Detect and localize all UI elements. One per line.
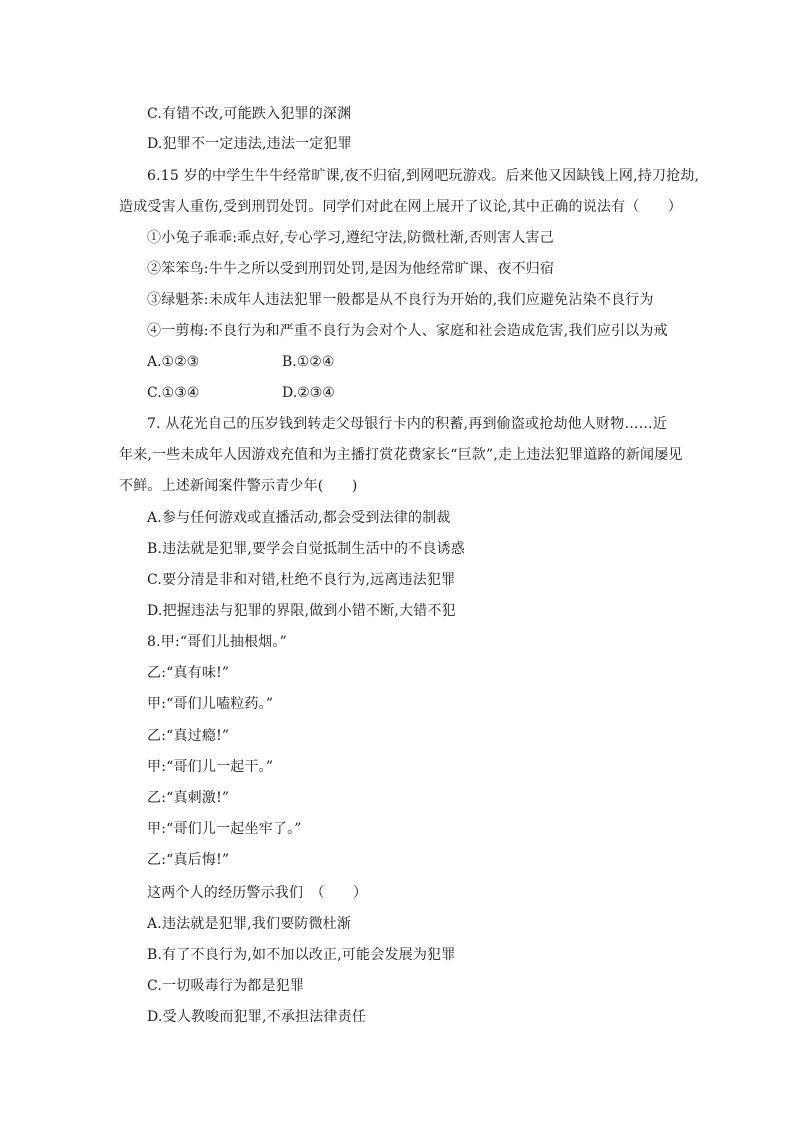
q8-dialogue-5: 甲:“哥们儿一起干。” — [147, 759, 274, 775]
q7-option-a: A.参与任何游戏或直播活动,都会受到法律的制裁 — [147, 510, 451, 526]
q8-dialogue-4: 乙:“真过瘾!” — [147, 728, 230, 744]
q8-option-d: D.受人教唆而犯罪,不承担法律责任 — [147, 1009, 367, 1025]
q6-option-a: A.①②③ — [147, 354, 200, 370]
q6-stem-line1: 6.15 岁的中学生牛牛经常旷课,夜不归宿,到网吧玩游戏。后来他又因缺钱上网,持刀抢劫, — [147, 168, 700, 184]
q6-statement-2: ②笨笨鸟:牛牛之所以受到刑罚处罚,是因为他经常旷课、夜不归宿 — [147, 261, 555, 277]
q8-dialogue-1: 8.甲:“哥们儿抽根烟。” — [147, 634, 287, 650]
q7-option-b: B.违法就是犯罪,要学会自觉抵制生活中的不良诱惑 — [147, 541, 465, 557]
q6-statement-3: ③绿魁茶:未成年人违法犯罪一般都是从不良行为开始的,我们应避免沾染不良行为 — [147, 292, 654, 308]
q8-dialogue-7: 甲:“哥们儿一起坐牢了。” — [147, 821, 302, 837]
q7-stem-line1: 7. 从花光自己的压岁钱到转走父母银行卡内的积蓄,再到偷盗或抢劫他人财物……近 — [147, 416, 668, 432]
q7-stem-line2: 年来,一些未成年人因游戏充值和为主播打赏花费家长“巨款”,走上违法犯罪道路的新闻屡见 — [119, 447, 683, 463]
q8-stem: 这两个人的经历警示我们 （ ） — [147, 885, 368, 901]
q8-option-b: B.有了不良行为,如不加以改正,可能会发展为犯罪 — [147, 947, 456, 963]
q5-option-c: C.有错不改,可能跌入犯罪的深渊 — [147, 106, 352, 122]
q6-stem-line2: 造成受害人重伤,受到刑罚处罚。同学们对此在网上展开了议论,其中正确的说法有（ ） — [119, 199, 683, 215]
q8-option-a: A.违法就是犯罪,我们要防微杜渐 — [147, 916, 352, 932]
q8-option-c: C.一切吸毒行为都是犯罪 — [147, 978, 305, 994]
q6-statement-4: ④一剪梅:不良行为和严重不良行为会对个人、家庭和社会造成危害,我们应引以为戒 — [147, 323, 668, 339]
q6-statement-1: ①小兔子乖乖:乖点好,专心学习,遵纪守法,防微杜渐,否则害人害己 — [147, 230, 554, 246]
q8-dialogue-2: 乙:“真有味!” — [147, 665, 230, 681]
q7-stem-line3: 不鲜。上述新闻案件警示青少年( ) — [119, 478, 358, 494]
q6-option-d: D.②③④ — [282, 385, 335, 401]
q6-options-row2 — [147, 383, 335, 403]
q6-options-row1 — [147, 352, 334, 372]
q6-option-c: C.①③④ — [147, 385, 200, 401]
q7-option-d: D.把握违法与犯罪的界限,做到小错不断,大错不犯 — [147, 603, 456, 619]
q8-dialogue-6: 乙:“真刺激!” — [147, 790, 230, 806]
q5-option-d: D.犯罪不一定违法,违法一定犯罪 — [147, 136, 352, 152]
q8-dialogue-3: 甲:“哥们儿嗑粒药。” — [147, 696, 274, 712]
q8-dialogue-8: 乙:“真后悔!” — [147, 852, 230, 868]
q7-option-c: C.要分清是非和对错,杜绝不良行为,远离违法犯罪 — [147, 572, 456, 588]
q6-option-b: B.①②④ — [282, 354, 335, 370]
